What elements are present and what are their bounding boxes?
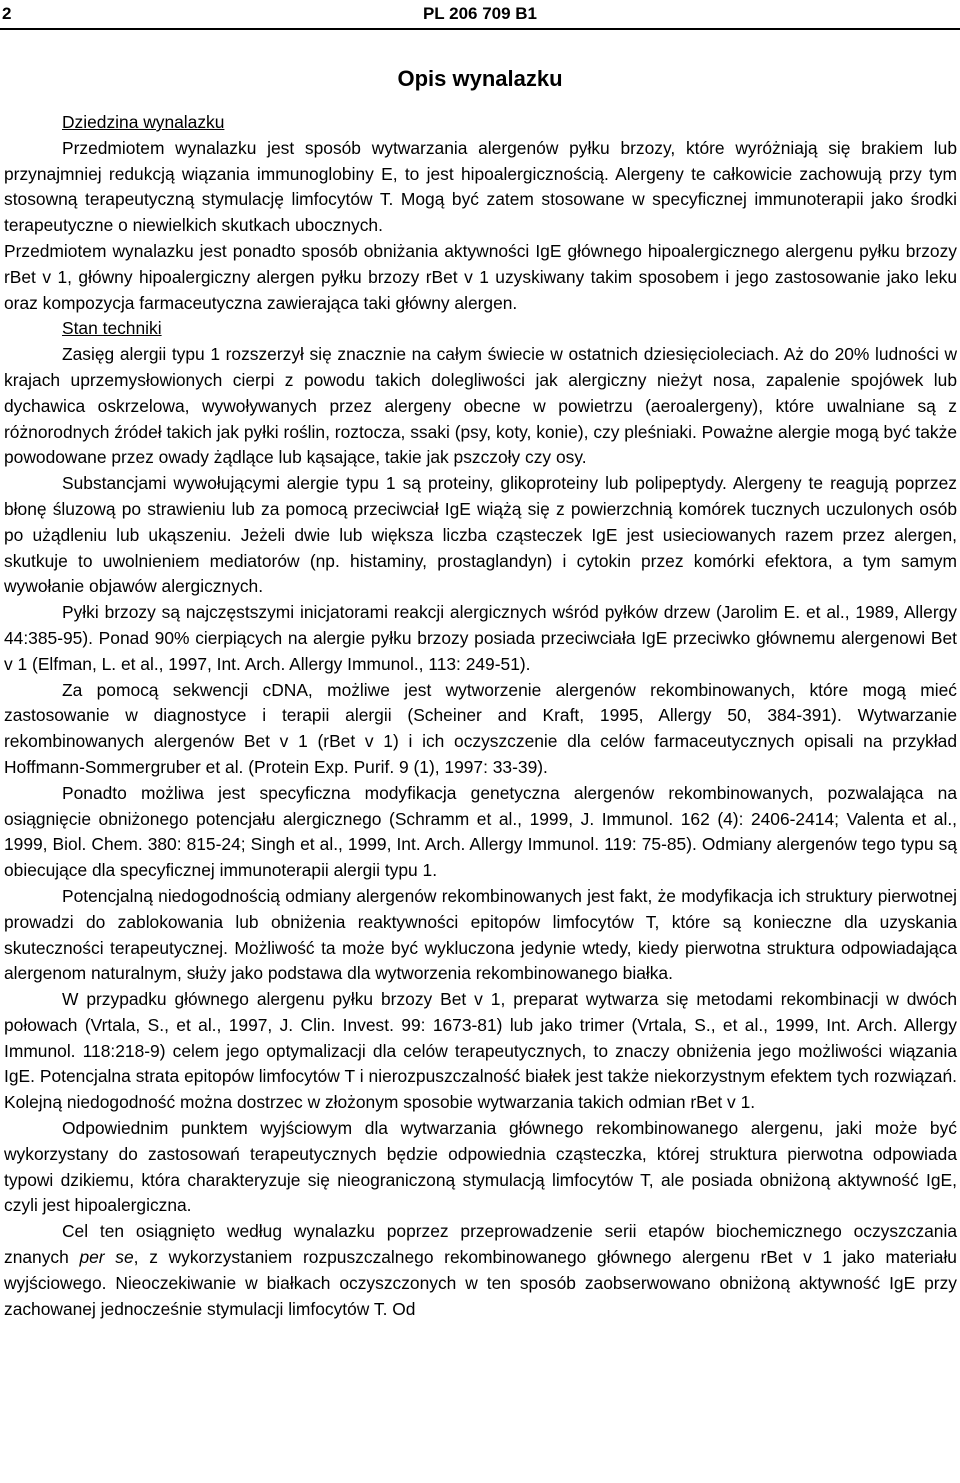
italic-term: per se bbox=[79, 1247, 134, 1268]
paragraph bbox=[4, 1219, 957, 1322]
section-heading-prior-art: Stan techniki bbox=[62, 318, 162, 339]
paragraph-text: , z wykorzystaniem rozpuszczalnego rekombinowanego głównego alergenu rBet v 1 jako materiału wyjściowego. Nieoczekiwanie w białkach oczyszczonych w ten sposób zaobserwowano obniżoną aktywność IgE przy zachowanej jednocześnie stymulacji limfocytów T. Od bbox=[4, 1247, 957, 1319]
paragraph: Przedmiotem wynalazku jest sposób wytwarzania alergenów pyłku brzozy, które wyróżniają się brakiem lub przynajmniej redukcją wiązania immunoglobiny E, to jest hipoalergicznością. Alergeny te całkowicie zachowują przy tym stosowną terapeutyczną stymulację limfocytów T. Mogą być zatem stosowane w specyficznej immunoterapii jako środki terapeutyczne o niewielkich skutkach ubocznych. bbox=[4, 137, 957, 236]
paragraph: Substancjami wywołującymi alergie typu 1 są proteiny, glikoproteiny lub polipeptydy. Alergeny te reagują poprzez błonę śluzową po strawieniu lub za pomocą przeciwciał IgE wiążą się z powierzchnią komórek tucznych uczulonych osób po użądleniu lub ukąszeniu. Jeżeli dwie lub większa liczba cząsteczek IgE jest usieciowanych razem przez alergen, skutkuje to uwolnieniem mediatorów (np. histaminy, prostaglandyn) i cytokin przez komórki efektora, a tym samym wywołanie objawów alergicznych. bbox=[4, 473, 957, 597]
paragraph-text: Cel ten osiągnięto według wynalazku poprzez przeprowadzenie serii etapów biochemicznego oczyszczania znanych bbox=[4, 1221, 957, 1268]
paragraph: Za pomocą sekwencji cDNA, możliwe jest wytworzenie alergenów rekombinowanych, które mogą mieć zastosowanie w diagnostyce i terapii alergii (Scheiner and Kraft, 1995, Allergy 50, 384-391). Wytwarzanie rekombinowanych alergenów Bet v 1 (rBet v 1) i ich oczyszczenie dla celów farmaceutycznych opisali na przykład Hoffmann-Sommergruber et al. (Protein Exp. Purif. 9 (1), 1997: 33-39). bbox=[4, 679, 957, 777]
paragraph: Potencjalną niedogodnością odmiany alergenów rekombinowanych jest fakt, że modyfikacja ich struktury pierwotnej prowadzi do zablokowania lub obniżenia reaktywności epitopów limfocytów T, które są konieczne dla uzyskania skuteczności terapeutycznej. Możliwość ta może być wykluczona jedynie wtedy, kiedy pierwotna struktura odpowiadająca alergenom naturalnym, służy jako podstawa dla wytworzenia rekombinowanego białka. bbox=[4, 885, 957, 984]
patent-number: PL 206 709 B1 bbox=[422, 4, 538, 23]
document-title: Opis wynalazku bbox=[397, 66, 563, 91]
page-number: 2 bbox=[2, 4, 12, 23]
paragraph: W przypadku głównego alergenu pyłku brzozy Bet v 1, preparat wytwarza się metodami rekombinacji w dwóch połowach (Vrtala, S., et al., 1997, J. Clin. Invest. 99: 1673-81) lub jako trimer (Vrtala, S., et al., 1999, Int. Arch. Allergy Immunol. 118:218-9) celem jego optymalizacji dla celów terapeutycznych, to znaczy obniżenia jego możliwości wiązania IgE. Potencjalna strata epitopów limfocytów T i nierozpuszczalność białek jest także niekorzystnym efektem tych rozwiązań. Kolejną niedogodność można dostrzec w złożonym sposobie wytwarzania takich odmian rBet v 1. bbox=[4, 989, 957, 1113]
paragraph: Pyłki brzozy są najczęstszymi inicjatorami reakcji alergicznych wśród pyłków drzew (Jarolim E. et al., 1989, Allergy 44:385-95). Ponad 90% cierpiących na alergie pyłku brzozy posiada przeciwciała IgE przeciwko głównemu alergenowi Bet v 1 (Elfman, L. et al., 1997, Int. Arch. Allergy Immunol., 113: 249-51). bbox=[4, 602, 957, 674]
paragraph: Zasięg alergii typu 1 rozszerzył się znacznie na całym świecie w ostatnich dziesięcioleciach. Aż do 20% ludności w krajach uprzemysłowionych cierpi z powodu takich dolegliwości jak alergiczny nieżyt nosa, zapalenie spojówek lub dychawica oskrzelowa, wywoływanych przez alergeny obecne w powietrzu (aeroalergeny), które uwalniane są z różnorodnych źródeł takich jak pyłki roślin, roztocza, ssaki (psy, koty, konie), czy pleśniaki. Poważne alergie mogą być także powodowane przez owady żądlące lub kąsające, takie jak pszczoły czy osy. bbox=[4, 344, 957, 468]
section-heading-field: Dziedzina wynalazku bbox=[62, 112, 225, 132]
paragraph: Ponadto możliwa jest specyficzna modyfikacja genetyczna alergenów rekombinowanych, pozwalająca na osiągnięcie obniżonego potencjału alergicznego (Schramm et al., 1999, J. Immunol. 162 (4): 2406-2414; Valenta et al., 1999, Biol. Chem. 380: 815-24; Singh et al., 1999, Int. Arch. Allergy Immunol. 119: 75-85). Odmiany alergenów tego typu są obiecujące dla specyficznej immunoterapii alergii typu 1. bbox=[4, 782, 957, 881]
document-body bbox=[4, 110, 957, 1322]
paragraph: Odpowiednim punktem wyjściowym dla wytwarzania głównego rekombinowanego alergenu, jaki może być wykorzystany do zastosowań terapeutycznych będzie odpowiednia cząsteczka, której struktura pierwotna odpowiada typowi dzikiemu, która charakteryzuje się nieograniczoną stymulacją limfocytów T, ale posiada obniżoną aktywność IgE, czyli jest hipoalergiczna. bbox=[4, 1118, 957, 1216]
page-header bbox=[0, 4, 960, 26]
header-divider bbox=[0, 28, 960, 30]
paragraph: Przedmiotem wynalazku jest ponadto sposób obniżania aktywności IgE głównego hipoalergicznego alergenu pyłku brzozy rBet v 1, główny hipoalergiczny alergen pyłku brzozy rBet v 1 uzyskiwany takim sposobem i jego zastosowanie jako leku oraz kompozycja farmaceutyczna zawierająca taki główny alergen. bbox=[4, 240, 957, 313]
